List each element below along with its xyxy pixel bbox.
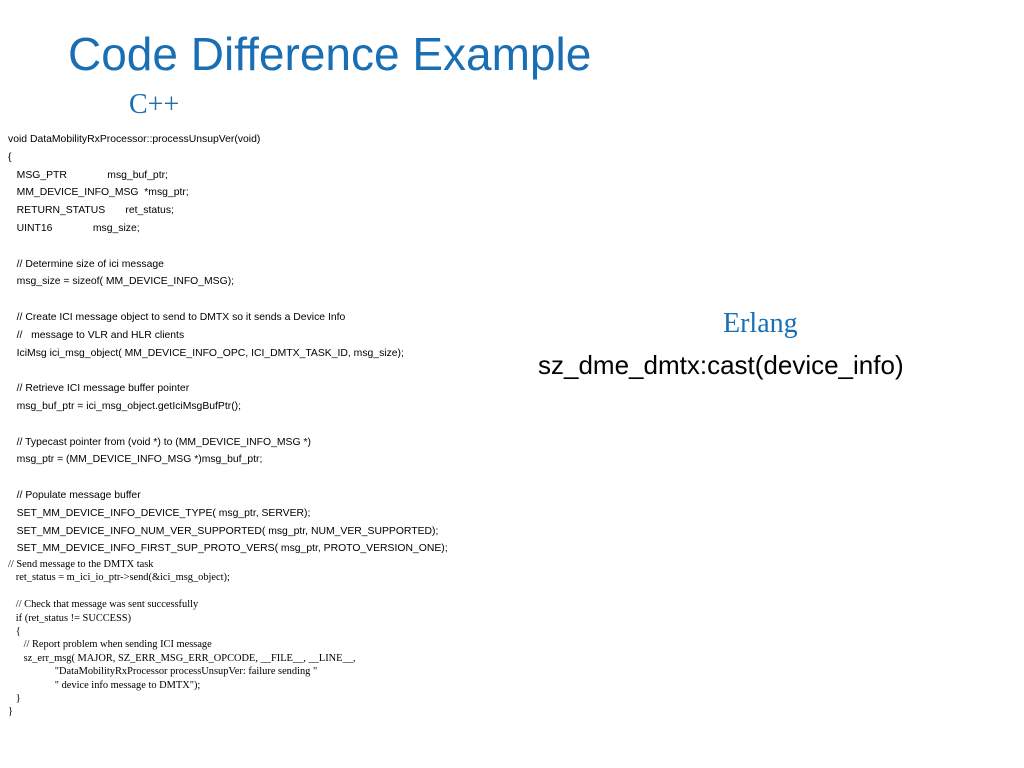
code-line: // Create ICI message object to send to DMTX so it sends a Device Info	[8, 312, 346, 323]
code-line: MM_DEVICE_INFO_MSG *msg_ptr;	[8, 187, 189, 199]
code-line: msg_size = sizeof( MM_DEVICE_INFO_MSG);	[8, 276, 235, 288]
erlang-label: Erlang	[723, 308, 798, 339]
code-line: RETURN_STATUS ret_status;	[8, 205, 174, 217]
code-line: IciMsg ici_msg_object( MM_DEVICE_INFO_OPC, ICI_DMTX_TASK_ID, msg_size);	[8, 347, 404, 359]
code-line: // message to VLR and HLR clients	[8, 329, 185, 341]
code-line: {	[8, 626, 21, 637]
code-line: SET_MM_DEVICE_INFO_FIRST_SUP_PROTO_VERS( msg_ptr, PROTO_VERSION_ONE);	[8, 543, 448, 555]
code-line: // Send message to the DMTX task	[8, 559, 154, 570]
erlang-code: sz_dme_dmtx:cast(device_info)	[538, 350, 904, 380]
code-line: "DataMobilityRxProcessor processUnsupVer: failure sending "	[8, 666, 318, 678]
code-line: SET_MM_DEVICE_INFO_DEVICE_TYPE( msg_ptr, SERVER);	[8, 507, 311, 519]
cpp-label: C++	[129, 89, 180, 120]
code-line: // Report problem when sending ICI message	[8, 639, 212, 651]
code-line: msg_ptr = (MM_DEVICE_INFO_MSG *)msg_buf_ptr;	[8, 454, 263, 466]
code-line: // Retrieve ICI message buffer pointer	[8, 383, 190, 395]
code-line: {	[8, 151, 12, 163]
code-line: msg_buf_ptr = ici_msg_object.getIciMsgBufPtr();	[8, 401, 242, 412]
code-line: MSG_PTR msg_buf_ptr;	[8, 169, 168, 181]
code-line: " device info message to DMTX");	[8, 679, 201, 691]
code-line: sz_err_msg( MAJOR, SZ_ERR_MSG_ERR_OPCODE, __FILE__, __LINE__,	[8, 652, 356, 664]
code-line: // Check that message was sent successfully	[8, 599, 199, 611]
code-line: if (ret_status != SUCCESS)	[8, 612, 132, 624]
code-line: // Typecast pointer from (void *) to (MM_DEVICE_INFO_MSG *)	[8, 436, 311, 448]
slide-title: Code Difference Example	[68, 28, 592, 80]
code-line: SET_MM_DEVICE_INFO_NUM_VER_SUPPORTED( msg_ptr, NUM_VER_SUPPORTED);	[8, 525, 439, 537]
code-line: // Determine size of ici message	[8, 258, 164, 270]
code-line: // Populate message buffer	[8, 490, 141, 501]
code-line: }	[8, 693, 21, 704]
code-line: ret_status = m_ici_io_ptr->send(&ici_msg_object);	[8, 572, 230, 584]
code-line: }	[8, 706, 13, 718]
code-line: UINT16 msg_size;	[8, 223, 140, 234]
code-line: void DataMobilityRxProcessor::processUnsupVer(void)	[8, 134, 261, 145]
